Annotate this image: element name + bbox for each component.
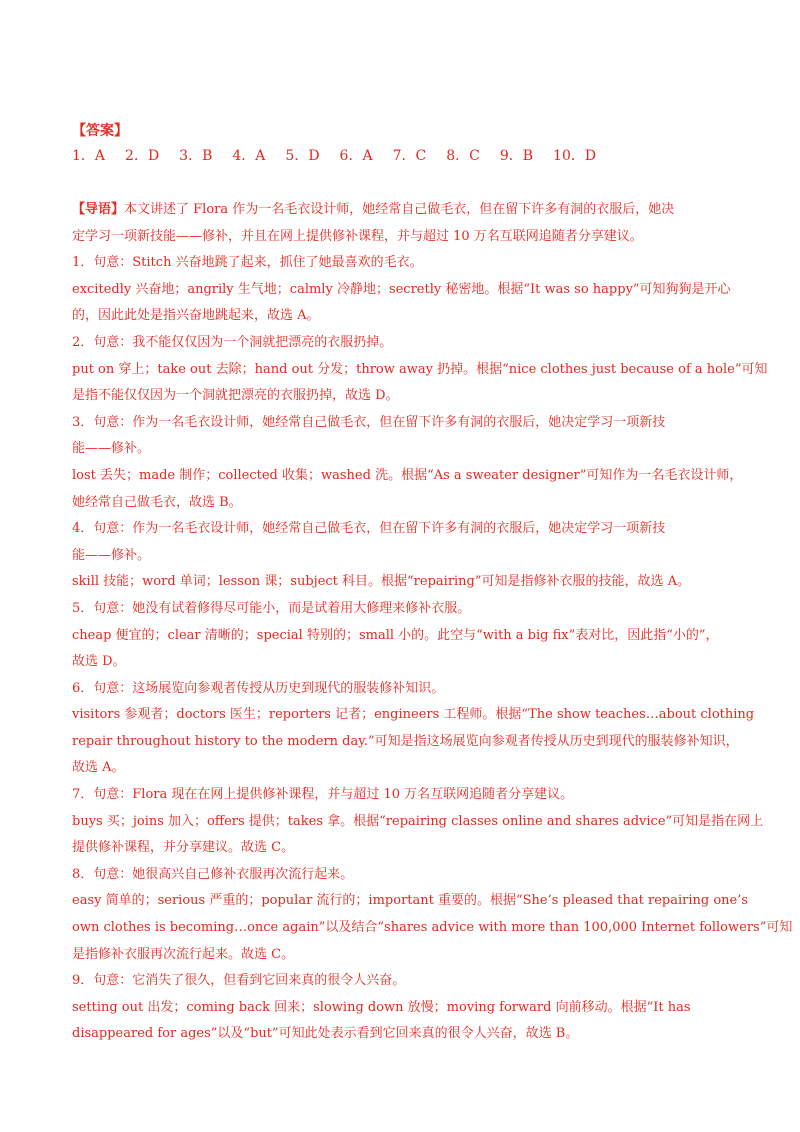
text-line: repair throughout history to the modern day.”可知是指这场展览向参观者传授从历史到现代的服装修补知识， bbox=[72, 733, 739, 749]
text-line: 是指修补衣服再次流行起来。故选 C。 bbox=[72, 946, 295, 962]
text-line: 6．句意：这场展览向参观者传授从历史到现代的服装修补知识。 bbox=[72, 680, 445, 696]
answer-item: 1．A bbox=[72, 148, 106, 164]
text-line: 1．句意：Stitch 兴奋地跳了起来，抓住了她最喜欢的毛衣。 bbox=[72, 255, 423, 271]
explanation-body bbox=[72, 197, 793, 1048]
text-line: 能——修补。 bbox=[72, 441, 151, 457]
text-line: disappeared for ages”以及“but”可知此处表示看到它回来真的很令人兴奋，故选 B。 bbox=[72, 1026, 579, 1042]
text-line: 8．句意：她很高兴自己修补衣服再次流行起来。 bbox=[72, 866, 354, 882]
answer-item: 6．A bbox=[339, 148, 373, 164]
guide-text: 本文讲述了 Flora 作为一名毛衣设计师，她经常自己做毛衣，但在留下许多有洞的衣服后，她决 bbox=[124, 202, 675, 217]
text-line: 故选 D。 bbox=[72, 654, 126, 670]
text-line: 3．句意：作为一名毛衣设计师，她经常自己做毛衣，但在留下许多有洞的衣服后，她决定学习一项新技 bbox=[72, 414, 666, 430]
text-line: excitedly 兴奋地；angrily 生气地；calmly 冷静地；secretly 秘密地。根据“It was so happy”可知狗狗是开心 bbox=[72, 281, 731, 297]
text-line: 7．句意：Flora 现在在网上提供修补课程，并与超过 10 万名互联网追随者分享建议。 bbox=[72, 787, 574, 803]
answer-item: 9．B bbox=[499, 148, 534, 164]
answer-item: 5．D bbox=[285, 148, 320, 164]
text-line: 5．句意：她没有试着修得尽可能小，而是试着用大修理来修补衣服。 bbox=[72, 600, 471, 616]
text-line: 故选 A。 bbox=[72, 760, 125, 776]
text-line: buys 买；joins 加入；offers 提供；takes 拿。根据“repairing classes online and shares advice”可知是指在网上 bbox=[72, 813, 764, 829]
text-line: 4．句意：作为一名毛衣设计师，她经常自己做毛衣，但在留下许多有洞的衣服后，她决定学习一项新技 bbox=[72, 521, 666, 537]
text-line: skill 技能；word 单词；lesson 课；subject 科目。根据“repairing”可知是指修补衣服的技能，故选 A。 bbox=[72, 574, 691, 590]
text-line: 的，因此此处是指兴奋地跳起来，故选 A。 bbox=[72, 308, 320, 324]
text-line: lost 丢失；made 制作；collected 收集；washed 洗。根据“As a sweater designer”可知作为一名毛衣设计师， bbox=[72, 467, 743, 483]
answer-key-row bbox=[72, 145, 616, 165]
answer-item: 4．A bbox=[232, 148, 266, 164]
text-line: 能——修补。 bbox=[72, 547, 151, 563]
text-line: setting out 出发；coming back 回来；slowing down 放慢；moving forward 向前移动。根据“It has bbox=[72, 999, 691, 1015]
text-line: 9．句意：它消失了很久，但看到它回来真的很令人兴奋。 bbox=[72, 973, 406, 989]
guide-line: 定学习一项新技能——修补，并且在网上提供修补课程，并与超过 10 万名互联网追随者分享建议。 bbox=[72, 228, 643, 244]
text-line: 她经常自己做毛衣，故选 B。 bbox=[72, 494, 242, 510]
text-line: visitors 参观者；doctors 医生；reporters 记者；engineers 工程师。根据“The show teaches…about clothing bbox=[72, 707, 755, 723]
answer-item: 8．C bbox=[446, 148, 480, 164]
text-line: 是指不能仅仅因为一个洞就把漂亮的衣服扔掉，故选 D。 bbox=[72, 388, 399, 404]
answer-item: 2．D bbox=[125, 148, 160, 164]
text-line: 提供修补课程，并分享建议。故选 C。 bbox=[72, 840, 295, 856]
text-line: put on 穿上；take out 去除；hand out 分发；throw away 扔掉。根据“nice clothes just because of a hole”可知 bbox=[72, 361, 768, 377]
answer-item: 7．C bbox=[392, 148, 427, 164]
answer-item: 10．D bbox=[553, 148, 597, 164]
guide-label: 【导语】 bbox=[72, 202, 125, 217]
text-line: cheap 便宜的；clear 清晰的；special 特别的；small 小的。此空与“with a big fix”表对比，因此指“小的”， bbox=[72, 627, 719, 643]
guide-line bbox=[72, 197, 728, 224]
text-line: 2．句意：我不能仅仅因为一个洞就把漂亮的衣服扔掉。 bbox=[72, 334, 393, 350]
answer-heading: 【答案】 bbox=[72, 123, 128, 139]
text-line: easy 简单的；serious 严重的；popular 流行的；important 重要的。根据“She’s pleased that repairing one’s bbox=[72, 893, 749, 909]
answer-item: 3．B bbox=[179, 148, 213, 164]
text-line: own clothes is becoming…once again”以及结合“shares advice with more than 100,000 Internet followers”可知 bbox=[72, 920, 793, 936]
